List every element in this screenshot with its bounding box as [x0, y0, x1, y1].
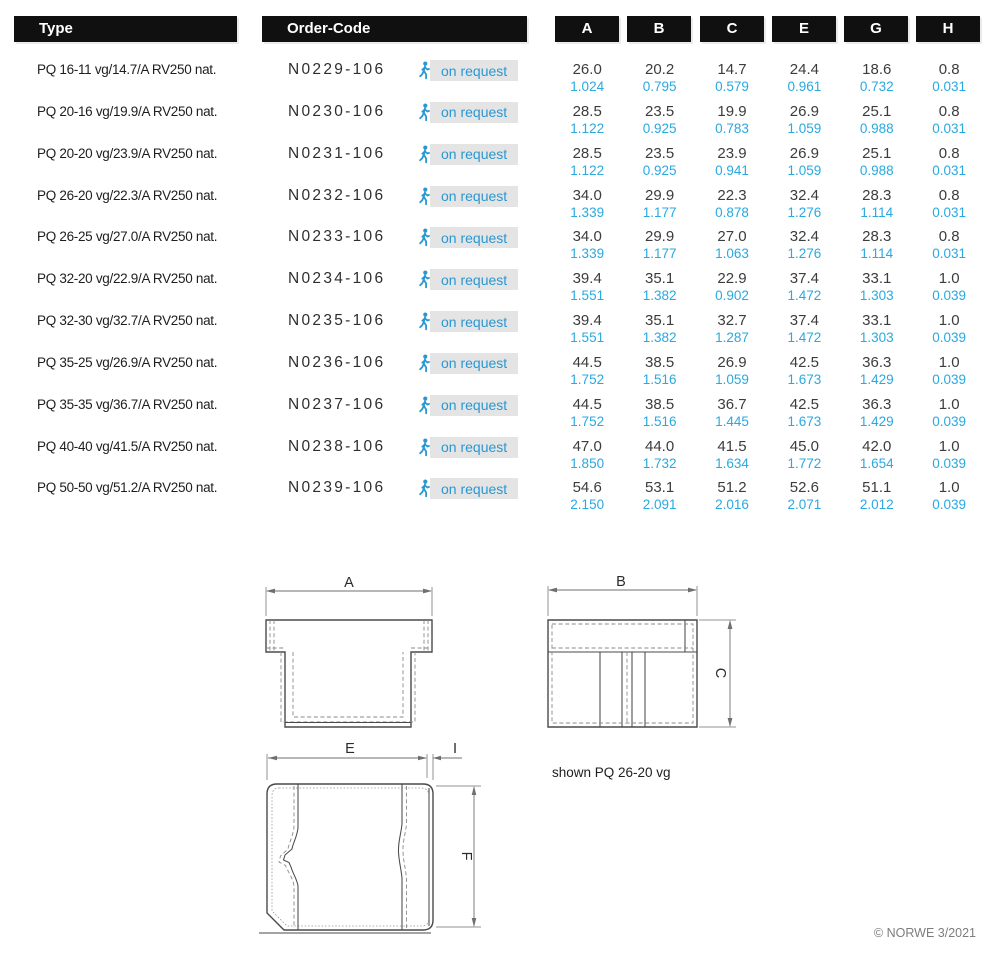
dim-g-value: 36.3 1.429 [859, 395, 894, 429]
dim-e-value: 32.4 1.276 [787, 186, 822, 220]
product-type: PQ 16-11 vg/14.7/A RV250 nat. [37, 62, 217, 77]
col-header-order-code: Order-Code [262, 16, 527, 42]
product-type: PQ 26-20 vg/22.3/A RV250 nat. [37, 187, 218, 203]
availability-cell [418, 354, 546, 374]
dim-h-value: 0.8 0.031 [932, 186, 967, 220]
col-header-b: B [627, 16, 691, 42]
on-request-label: on request [441, 146, 508, 163]
dim-b-value: 29.9 1.177 [642, 228, 677, 262]
on-request-label: on request [441, 271, 508, 288]
on-request-label: on request [441, 480, 508, 497]
dim-e-value: 26.9 1.059 [787, 102, 822, 136]
product-table-rows [14, 61, 985, 521]
dim-a-value: 28.5 1.122 [570, 102, 605, 136]
col-header-e: E [772, 16, 836, 42]
running-person-icon [418, 61, 431, 80]
dim-a-value: 47.0 1.850 [570, 437, 605, 471]
dim-a-value: 26.0 1.024 [570, 61, 605, 94]
running-person-icon [418, 103, 431, 122]
dim-c-value: 32.7 1.287 [715, 312, 749, 346]
order-code: N0231-106 [288, 144, 386, 162]
dim-h-value: 1.0 0.039 [932, 395, 967, 429]
dim-g-value: 51.1 2.012 [859, 479, 894, 513]
dim-c-value: 22.3 0.878 [715, 186, 749, 220]
table-row [14, 187, 985, 229]
running-person-icon [418, 438, 431, 457]
on-request-label: on request [441, 439, 508, 456]
col-header-a: A [555, 16, 619, 42]
availability-cell [418, 479, 546, 499]
dim-label-e: E [345, 741, 355, 757]
availability-cell [418, 103, 546, 123]
col-header-g: G [844, 16, 908, 42]
dim-c-value: 41.5 1.634 [715, 437, 749, 471]
dim-g-value: 18.6 0.732 [859, 61, 894, 94]
col-header-h: H [916, 16, 980, 42]
drawing-side-view [548, 575, 736, 727]
dim-h-value: 1.0 0.039 [932, 353, 967, 387]
dim-h-value: 1.0 0.039 [932, 437, 967, 471]
dim-e-value: 32.4 1.276 [787, 228, 822, 262]
dim-g-value: 25.1 0.988 [859, 102, 894, 136]
dim-g-value: 33.1 1.303 [859, 312, 894, 346]
dim-e-value: 45.0 1.772 [787, 437, 822, 471]
dim-b-value: 38.5 1.516 [642, 395, 677, 429]
order-code: N0239-106 [288, 479, 386, 497]
order-code: N0230-106 [288, 102, 386, 120]
dim-a-value: 54.6 2.150 [570, 479, 605, 513]
product-type: PQ 20-20 vg/23.9/A RV250 nat. [37, 145, 218, 161]
on-request-badge[interactable] [430, 144, 518, 165]
dim-b-value: 44.0 1.732 [642, 437, 677, 471]
dim-c-value: 19.9 0.783 [715, 102, 749, 136]
dim-c-value: 23.9 0.941 [715, 144, 749, 178]
table-row [14, 479, 985, 521]
on-request-label: on request [441, 188, 508, 205]
dim-h-value: 1.0 0.039 [932, 479, 967, 513]
on-request-badge[interactable] [430, 311, 518, 332]
table-row [14, 103, 985, 145]
product-type: PQ 20-16 vg/19.9/A RV250 nat. [37, 103, 218, 119]
running-person-icon [418, 312, 431, 331]
dim-g-value: 28.3 1.114 [860, 228, 894, 262]
dim-a-value: 44.5 1.752 [570, 353, 605, 387]
col-header-c: C [700, 16, 764, 42]
order-code: N0233-106 [288, 228, 386, 246]
running-person-icon [418, 479, 431, 498]
on-request-label: on request [441, 355, 508, 372]
availability-cell [418, 187, 546, 207]
dim-c-value: 36.7 1.445 [715, 395, 749, 429]
on-request-badge[interactable] [430, 227, 518, 248]
availability-cell [418, 228, 546, 248]
drawing-caption: shown PQ 26-20 vg [552, 765, 671, 780]
on-request-label: on request [441, 313, 508, 330]
dim-b-value: 38.5 1.516 [642, 353, 677, 387]
dim-label-b: B [616, 575, 626, 590]
table-row [14, 312, 985, 354]
order-code: N0238-106 [288, 437, 386, 455]
running-person-icon [418, 270, 431, 289]
table-row [14, 270, 985, 312]
table-row [14, 228, 985, 270]
product-type: PQ 32-20 vg/22.9/A RV250 nat. [37, 271, 218, 287]
dim-h-value: 0.8 0.031 [932, 102, 967, 136]
order-code: N0234-106 [288, 270, 386, 288]
dim-g-value: 42.0 1.654 [859, 437, 894, 471]
availability-cell [418, 270, 546, 290]
availability-cell [418, 396, 546, 416]
dim-h-value: 1.0 0.039 [932, 270, 967, 304]
product-type: PQ 40-40 vg/41.5/A RV250 nat. [37, 438, 218, 454]
dim-h-value: 0.8 0.031 [932, 61, 967, 94]
dim-e-value: 37.4 1.472 [787, 312, 822, 346]
on-request-badge[interactable] [430, 60, 518, 81]
dim-e-value: 42.5 1.673 [787, 353, 822, 387]
dim-c-value: 26.9 1.059 [715, 353, 749, 387]
product-type: PQ 32-30 vg/32.7/A RV250 nat. [37, 313, 218, 329]
on-request-badge[interactable] [430, 353, 518, 374]
order-code: N0235-106 [288, 312, 386, 330]
dim-h-value: 0.8 0.031 [932, 144, 967, 178]
dim-label-c: C [712, 667, 728, 679]
drawing-front-view [266, 575, 432, 727]
dim-b-value: 35.1 1.382 [642, 270, 677, 304]
on-request-label: on request [441, 62, 508, 79]
dim-a-value: 34.0 1.339 [570, 186, 605, 220]
dim-g-value: 25.1 0.988 [859, 144, 894, 178]
running-person-icon [418, 396, 431, 415]
running-person-icon [418, 187, 431, 206]
dim-a-value: 39.4 1.551 [570, 312, 605, 346]
dim-c-value: 27.0 1.063 [715, 228, 749, 262]
availability-cell [418, 438, 546, 458]
order-code: N0237-106 [288, 395, 386, 413]
dim-a-value: 28.5 1.122 [570, 144, 605, 178]
order-code: N0236-106 [288, 353, 386, 371]
dim-h-value: 0.8 0.031 [932, 228, 967, 262]
dim-a-value: 44.5 1.752 [570, 395, 605, 429]
dim-e-value: 37.4 1.472 [787, 270, 822, 304]
dim-label-a: A [344, 575, 354, 591]
on-request-badge[interactable] [430, 437, 518, 458]
table-row [14, 438, 985, 480]
dim-a-value: 34.0 1.339 [570, 228, 605, 262]
table-row [14, 354, 985, 396]
dim-e-value: 42.5 1.673 [787, 395, 822, 429]
product-type: PQ 50-50 vg/51.2/A RV250 nat. [37, 480, 218, 496]
dim-g-value: 28.3 1.114 [860, 186, 894, 220]
dim-c-value: 22.9 0.902 [715, 270, 749, 304]
on-request-badge[interactable] [430, 186, 518, 207]
on-request-badge[interactable] [430, 395, 518, 416]
dim-h-value: 1.0 0.039 [932, 312, 967, 346]
drawing-bottom-view [259, 741, 481, 933]
dim-label-f: F [458, 851, 474, 861]
order-code: N0229-106 [288, 61, 386, 78]
dim-c-value: 14.7 0.579 [715, 61, 749, 94]
availability-cell [418, 61, 546, 81]
dim-b-value: 23.5 0.925 [642, 102, 677, 136]
dim-e-value: 26.9 1.059 [787, 144, 822, 178]
dim-a-value: 39.4 1.551 [570, 270, 605, 304]
dim-b-value: 29.9 1.177 [642, 186, 677, 220]
dim-b-value: 20.2 0.795 [642, 61, 677, 94]
dim-label-i: I [452, 741, 458, 757]
dim-e-value: 24.4 0.961 [787, 61, 822, 94]
copyright-note: © NORWE 3/2021 [873, 926, 976, 940]
on-request-badge[interactable] [430, 269, 518, 290]
dim-b-value: 23.5 0.925 [642, 144, 677, 178]
table-row [14, 396, 985, 438]
availability-cell [418, 145, 546, 165]
order-code: N0232-106 [288, 186, 386, 204]
on-request-label: on request [441, 229, 508, 246]
running-person-icon [418, 228, 431, 247]
running-person-icon [418, 145, 431, 164]
on-request-label: on request [441, 104, 508, 121]
on-request-label: on request [441, 397, 508, 414]
table-row [14, 61, 985, 103]
technical-drawings [230, 575, 770, 960]
dim-g-value: 33.1 1.303 [859, 270, 894, 304]
product-type: PQ 35-25 vg/26.9/A RV250 nat. [37, 354, 218, 370]
availability-cell [418, 312, 546, 332]
dim-g-value: 36.3 1.429 [859, 353, 894, 387]
on-request-badge[interactable] [430, 478, 518, 499]
dim-b-value: 53.1 2.091 [642, 479, 677, 513]
dim-b-value: 35.1 1.382 [642, 312, 677, 346]
running-person-icon [418, 354, 431, 373]
dim-e-value: 52.6 2.071 [787, 479, 822, 513]
table-row [14, 145, 985, 187]
product-type: PQ 35-35 vg/36.7/A RV250 nat. [37, 396, 218, 412]
col-header-type: Type [14, 16, 237, 42]
dim-c-value: 51.2 2.016 [715, 479, 749, 513]
on-request-badge[interactable] [430, 102, 518, 123]
product-type: PQ 26-25 vg/27.0/A RV250 nat. [37, 229, 218, 245]
